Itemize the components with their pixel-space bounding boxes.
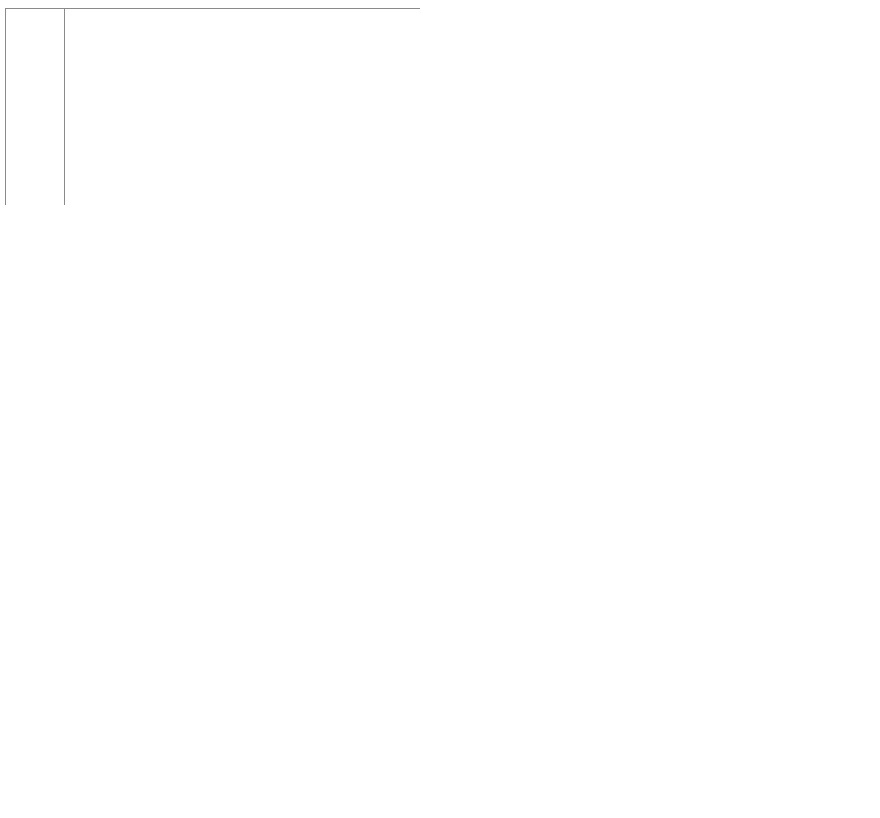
regulation-matrix-sheet [5, 8, 873, 798]
header-blank-area [5, 8, 420, 205]
